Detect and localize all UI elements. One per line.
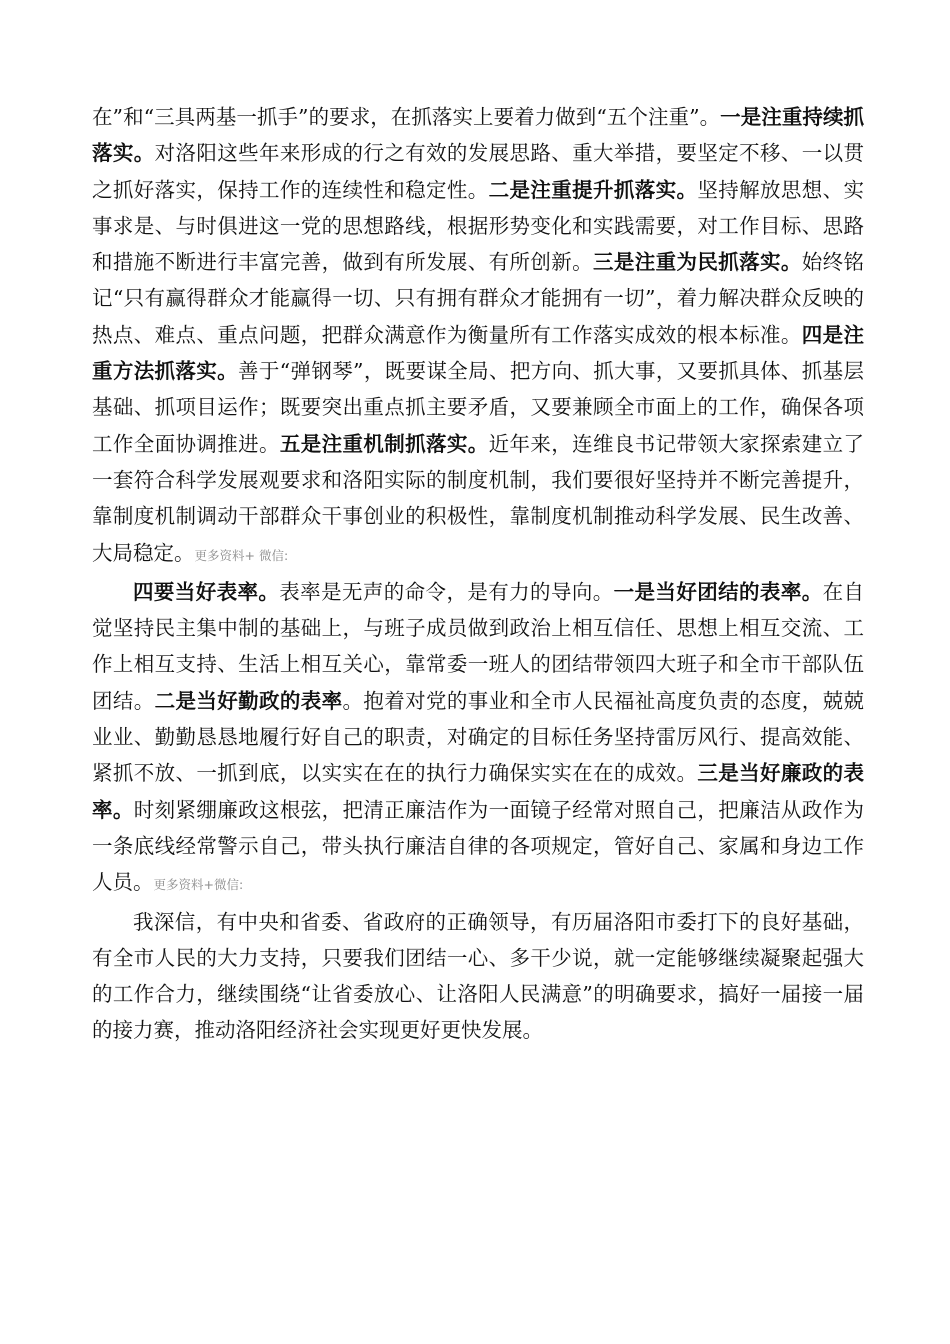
paragraph-text: 我深信，有中央和省委、省政府的正确领导，有历届洛阳市委打下的良好基础，有全市人民的大力支持，只要我们团结一心、多干少说，就一定能够继续凝聚起强大的工作合力，继续围绕“让省委放心、让洛阳人民满意”的明确要求，搞好一届接一届的接力赛，推动洛阳经济社会实现更好更快发展。 xyxy=(92,909,864,1043)
paragraph-text: 对洛阳这些年来形成的行之有效的发展思路、重大举措，要坚定不移、一以贯之抓好落实，保持工作的连续性和稳定性。 xyxy=(92,141,864,202)
bold-heading: 三是注重为民抓落实。 xyxy=(593,250,802,275)
paragraph-text: 近年来，连维良书记带领大家探索建立了一套符合科学发展观要求和洛阳实际的制度机制，我们要很好坚持并不断完善提升，靠制度机制调动干部群众干事创业的积极性，靠制度机制推动科学发展、民生改善、大局稳定。 xyxy=(92,431,864,565)
paragraph-text: 坚持解放思想、实事求是、与时俱进这一党的思想路线，根据形势变化和实践需要，对工作目标、思路和措施不断进行丰富完善，做到有所发展、有所创新。 xyxy=(92,177,864,275)
bold-heading: 二是当好勤政的表率 xyxy=(154,688,343,713)
paragraph-text: 善于“弹钢琴”，既要谋全局、把方向、抓大事，又要抓具体、抓基层基础、抓项目运作；既要突出重点抓主要矛盾，又要兼顾全市面上的工作，确保各项工作全面协调推进。 xyxy=(92,359,864,456)
section-heading: 四要当好表率。 xyxy=(133,579,280,604)
bold-heading: 一是当好团结的表率。 xyxy=(613,579,823,604)
watermark-note: 更多资料+微信: xyxy=(153,877,244,893)
paragraph-text: 始终铭记“只有赢得群众才能赢得一切、只有拥有群众才能拥有一切”，着力解决群众反映的热点、难点、重点问题，把群众满意作为衡量所有工作落实成效的根本标准。 xyxy=(92,250,864,347)
paragraph-text: 在”和“三具两基一抓手”的要求，在抓落实上要着力做到“五个注重”。 xyxy=(92,105,721,129)
paragraph-text: 在自觉坚持民主集中制的基础上，与班子成员做到政治上相互信任、思想上相互交流、工作上相互支持、生活上相互关心，靠常委一班人的团结带领四大班子和全市干部队伍团结。 xyxy=(92,579,865,713)
bold-heading: 四是注重方法抓落实。 xyxy=(92,322,864,384)
watermark-note: 更多资料+ 微信: xyxy=(194,547,289,563)
bold-heading: 一是注重持续抓落实。 xyxy=(92,105,864,166)
bold-heading: 三是当好廉政的表率。 xyxy=(92,761,864,822)
paragraph-text: 表率是无声的命令，是有力的导向。 xyxy=(279,579,614,604)
document-page xyxy=(92,99,864,1049)
paragraph-role-model xyxy=(92,574,864,904)
paragraph-conclusion xyxy=(92,904,864,1049)
paragraph-text: 。抱着对党的事业和全市人民福祉高度负责的态度，兢兢业业、勤勤恳恳地履行好自己的职责，对确定的目标任务坚持雷厉风行、提高效能、紧抓不放、一抓到底，以实实在在的执行力确保实实在在的成效。 xyxy=(92,688,864,786)
paragraph-five-focus xyxy=(92,99,864,574)
paragraph-text: 时刻紧绷廉政这根弦，把清正廉洁作为一面镜子经常对照自己，把廉洁从政作为一条底线经常警示自己，带头执行廉洁自律的各项规定，管好自己、家属和身边工作人员。 xyxy=(92,797,864,895)
bold-heading: 二是注重提升抓落实。 xyxy=(488,177,698,202)
bold-heading: 五是注重机制抓落实。 xyxy=(279,431,489,456)
